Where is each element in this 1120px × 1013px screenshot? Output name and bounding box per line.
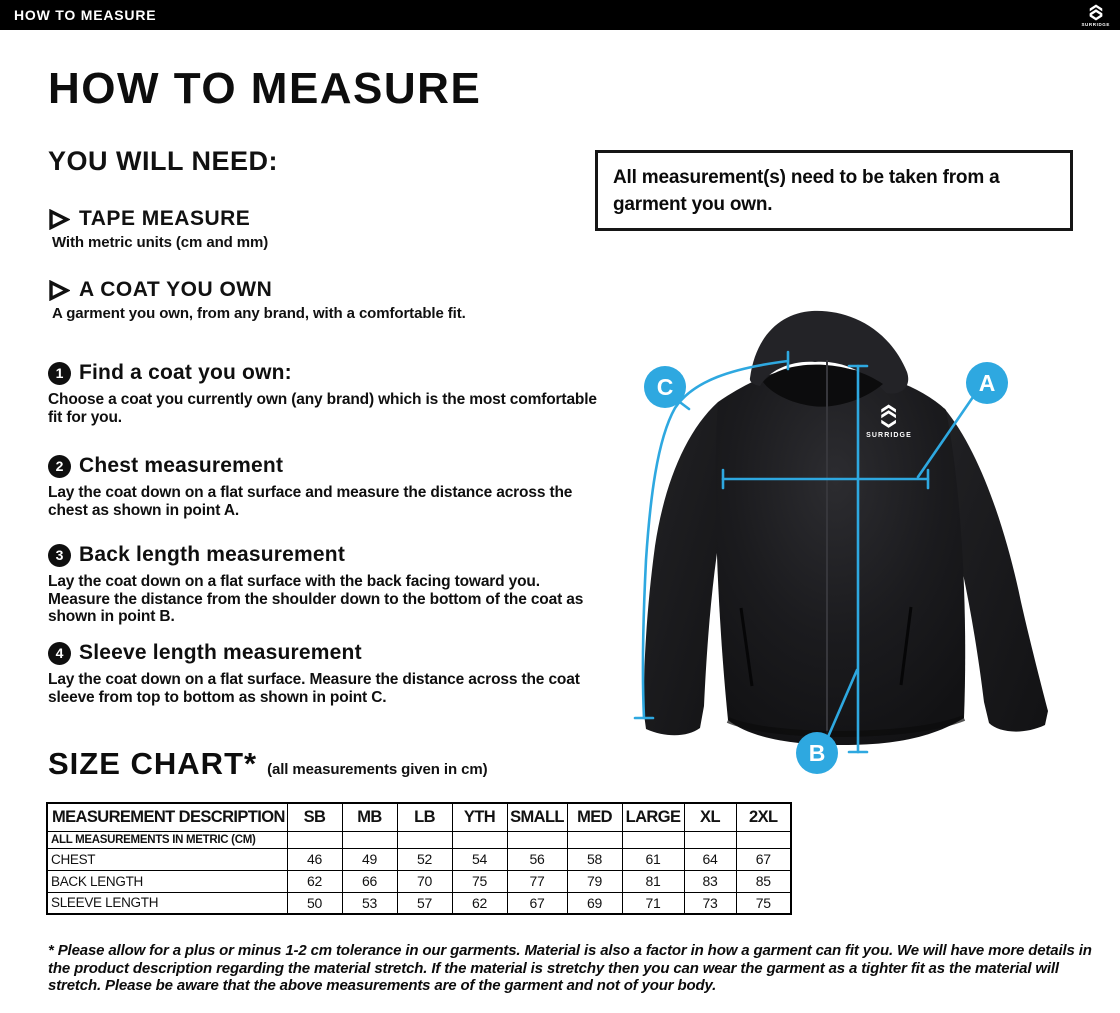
table-header-cell: YTH <box>452 803 507 831</box>
step-2 <box>48 454 600 519</box>
page-title: HOW TO MEASURE <box>48 64 482 113</box>
size-chart-subtitle: (all measurements given in cm) <box>267 761 488 778</box>
table-cell <box>342 831 397 848</box>
table-cell: 62 <box>287 870 342 892</box>
point-b-label: B <box>808 740 826 766</box>
step-number-badge: 2 <box>48 455 71 478</box>
table-cell: 73 <box>684 892 736 914</box>
table-unit-row <box>47 831 791 848</box>
table-cell: 75 <box>452 870 507 892</box>
jacket-body <box>716 366 966 745</box>
table-row-chest <box>47 848 791 870</box>
table-cell <box>287 831 342 848</box>
step-3 <box>48 543 600 626</box>
step-description: Lay the coat down on a flat surface. Measure the distance across the coat sleeve from top to bottom as shown in point C. <box>48 671 580 706</box>
table-header-cell: LB <box>397 803 452 831</box>
need-item-description: With metric units (cm and mm) <box>52 234 269 251</box>
table-cell: 75 <box>736 892 791 914</box>
tolerance-footnote: * Please allow for a plus or minus 1-2 cm tolerance in our garments. Material is also a factor in how a garment can fit you. We will have more details in the product description regarding the material stretch. If the material is stretchy then you can wear the garment as a tighter fit as the material will stretch. Please be aware that the above measurements are of the garment and not of your body. <box>48 942 1092 995</box>
table-cell: 79 <box>567 870 622 892</box>
table-cell: 66 <box>342 870 397 892</box>
step-1 <box>48 361 600 426</box>
need-item-coat <box>48 278 608 322</box>
table-cell: 85 <box>736 870 791 892</box>
table-cell: 46 <box>287 848 342 870</box>
jacket-illustration <box>600 290 1120 810</box>
table-cell: 64 <box>684 848 736 870</box>
table-cell: 77 <box>507 870 567 892</box>
play-triangle-icon <box>48 209 70 230</box>
size-chart-title: SIZE CHART* <box>48 746 258 781</box>
table-cell <box>567 831 622 848</box>
table-cell: 81 <box>622 870 684 892</box>
table-header-cell: LARGE <box>622 803 684 831</box>
table-cell: 67 <box>736 848 791 870</box>
table-header-cell: MED <box>567 803 622 831</box>
table-header-cell: MEASUREMENT DESCRIPTION <box>47 803 287 831</box>
table-cell: 58 <box>567 848 622 870</box>
table-cell: CHEST <box>47 848 287 870</box>
table-cell: 56 <box>507 848 567 870</box>
table-cell: SLEEVE LENGTH <box>47 892 287 914</box>
table-cell <box>622 831 684 848</box>
table-cell: 62 <box>452 892 507 914</box>
table-cell <box>452 831 507 848</box>
table-cell: 52 <box>397 848 452 870</box>
table-cell: 69 <box>567 892 622 914</box>
table-cell <box>507 831 567 848</box>
table-row-back-length <box>47 870 791 892</box>
need-item-tape-measure <box>48 207 608 251</box>
table-cell: 49 <box>342 848 397 870</box>
measurement-note-box <box>595 150 1073 231</box>
table-header-cell: SB <box>287 803 342 831</box>
garment-diagram <box>600 290 1120 810</box>
step-4 <box>48 641 600 706</box>
step-description: Lay the coat down on a flat surface with the back facing toward you. Measure the distance from the shoulder down to the bottom of the coat as shown in point B. <box>48 573 584 626</box>
table-header-cell: XL <box>684 803 736 831</box>
table-header-cell: 2XL <box>736 803 791 831</box>
table-cell: ALL MEASUREMENTS IN METRIC (CM) <box>47 831 287 848</box>
step-number-badge: 4 <box>48 642 71 665</box>
step-number-badge: 3 <box>48 544 71 567</box>
table-row-sleeve-length <box>47 892 791 914</box>
table-header-cell: MB <box>342 803 397 831</box>
step-description: Choose a coat you currently own (any brand) which is the most comfortable fit for you. <box>48 391 597 426</box>
step-title: Find a coat you own: <box>79 361 292 384</box>
table-cell: 54 <box>452 848 507 870</box>
table-cell: 57 <box>397 892 452 914</box>
table-cell: 71 <box>622 892 684 914</box>
table-cell <box>736 831 791 848</box>
surridge-logo-text: SURRIDGE <box>1081 21 1110 27</box>
table-cell: 50 <box>287 892 342 914</box>
table-cell: 61 <box>622 848 684 870</box>
need-item-title: A COAT YOU OWN <box>79 278 273 301</box>
measurement-note-text: All measurement(s) need to be taken from a garment you own. <box>613 167 1000 215</box>
you-will-need-heading: YOU WILL NEED: <box>48 146 279 176</box>
point-c-badge <box>644 366 686 408</box>
surridge-s-icon <box>1085 4 1107 21</box>
table-cell <box>684 831 736 848</box>
table-cell <box>397 831 452 848</box>
surridge-logo <box>1081 4 1110 27</box>
point-c-label: C <box>656 374 674 400</box>
need-item-title: TAPE MEASURE <box>79 207 251 230</box>
table-header-cell: SMALL <box>507 803 567 831</box>
table-header-row <box>47 803 791 831</box>
table-cell: BACK LENGTH <box>47 870 287 892</box>
step-title: Sleeve length measurement <box>79 641 362 664</box>
size-chart-heading-row <box>48 746 488 782</box>
point-a-label: A <box>978 370 996 396</box>
point-b-badge <box>796 732 838 774</box>
step-title: Back length measurement <box>79 543 346 566</box>
table-cell: 67 <box>507 892 567 914</box>
step-number-badge: 1 <box>48 362 71 385</box>
point-a-badge <box>966 362 1008 404</box>
table-cell: 53 <box>342 892 397 914</box>
size-chart-table <box>46 802 792 915</box>
step-description: Lay the coat down on a flat surface and measure the distance across the chest as shown in point A. <box>48 484 573 519</box>
top-bar-title: HOW TO MEASURE <box>14 7 157 23</box>
step-title: Chest measurement <box>79 454 284 477</box>
garment-logo-text: SURRIDGE <box>866 432 912 439</box>
table-cell: 70 <box>397 870 452 892</box>
play-triangle-icon <box>48 280 70 301</box>
need-item-description: A garment you own, from any brand, with a comfortable fit. <box>52 305 466 322</box>
table-cell: 83 <box>684 870 736 892</box>
top-bar <box>0 0 1120 30</box>
